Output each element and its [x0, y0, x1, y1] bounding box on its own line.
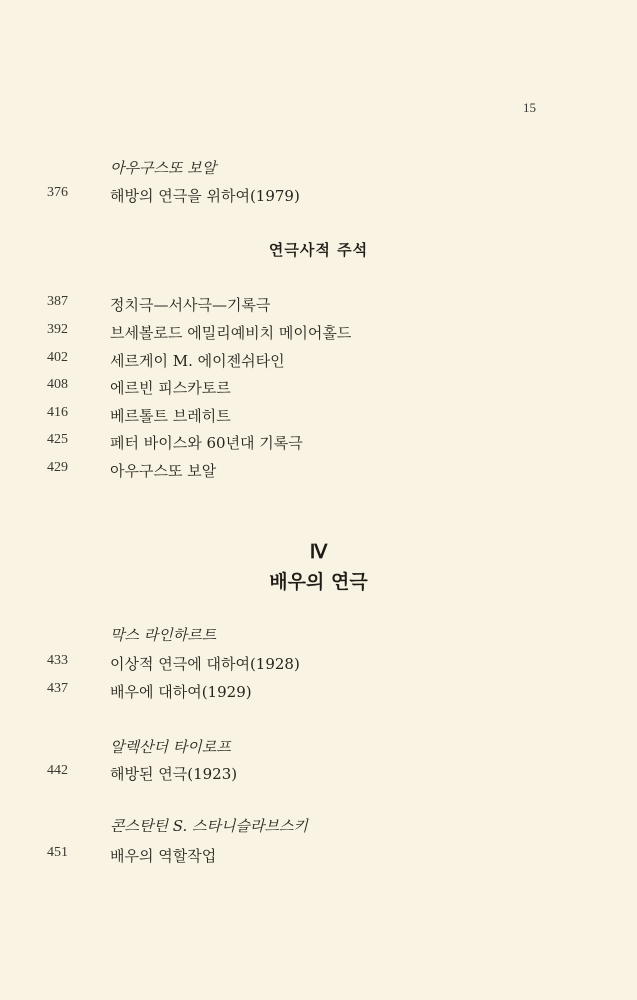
entry-title: 브세볼로드 에밀리예비치 메이어홀드 — [110, 324, 352, 342]
author-name: 알렉산더 타이로프 — [110, 738, 231, 756]
toc-entry — [0, 681, 637, 703]
entry-page-number: 437 — [47, 681, 68, 696]
entry-page-number: 402 — [47, 350, 68, 365]
author-name: 막스 라인하르트 — [110, 626, 217, 644]
entry-title: 베르톨트 브레히트 — [110, 407, 231, 425]
entry-page-number: 387 — [47, 294, 68, 309]
entry-title: 페터 바이스와 60년대 기록극 — [110, 434, 303, 452]
toc-entry — [0, 405, 637, 427]
toc-entry — [0, 653, 637, 675]
author-name: 콘스탄틴 S. 스타니슬라브스키 — [110, 817, 308, 835]
entry-title: 배우에 대하여(1929) — [110, 683, 252, 701]
toc-entry — [0, 294, 637, 316]
entry-page-number: 451 — [47, 845, 68, 860]
part-numeral: Ⅳ — [309, 542, 328, 563]
entry-title: 에르빈 피스카토르 — [110, 379, 231, 397]
entry-page-number: 429 — [47, 460, 68, 475]
entry-title: 아우구스또 보알 — [110, 462, 217, 480]
entry-title: 이상적 연극에 대하여(1928) — [110, 655, 300, 673]
toc-entry — [0, 460, 637, 482]
toc-entry — [0, 763, 637, 785]
entry-page-number: 442 — [47, 763, 68, 778]
entry-title: 해방의 연극을 위하여(1979) — [110, 187, 300, 205]
toc-entry — [0, 322, 637, 344]
section-heading: 연극사적 주석 — [268, 241, 369, 259]
entry-page-number: 433 — [47, 653, 68, 668]
entry-page-number: 408 — [47, 377, 68, 392]
entry-title: 정치극—서사극—기록극 — [110, 296, 271, 314]
author-name: 아우구스또 보알 — [110, 159, 217, 177]
entry-page-number: 416 — [47, 405, 68, 420]
part-title: 배우의 연극 — [269, 571, 368, 593]
entry-page-number: 392 — [47, 322, 68, 337]
entry-page-number: 376 — [47, 185, 68, 200]
entry-title: 세르게이 M. 에이젠쉬타인 — [110, 352, 285, 370]
toc-entry — [0, 350, 637, 372]
page-number: 15 — [523, 100, 536, 115]
toc-entry — [0, 432, 637, 454]
entry-page-number: 425 — [47, 432, 68, 447]
toc-entry — [0, 185, 637, 207]
toc-entry — [0, 845, 637, 867]
toc-entry — [0, 377, 637, 399]
entry-title: 배우의 역할작업 — [110, 847, 217, 865]
entry-title: 해방된 연극(1923) — [110, 765, 238, 783]
